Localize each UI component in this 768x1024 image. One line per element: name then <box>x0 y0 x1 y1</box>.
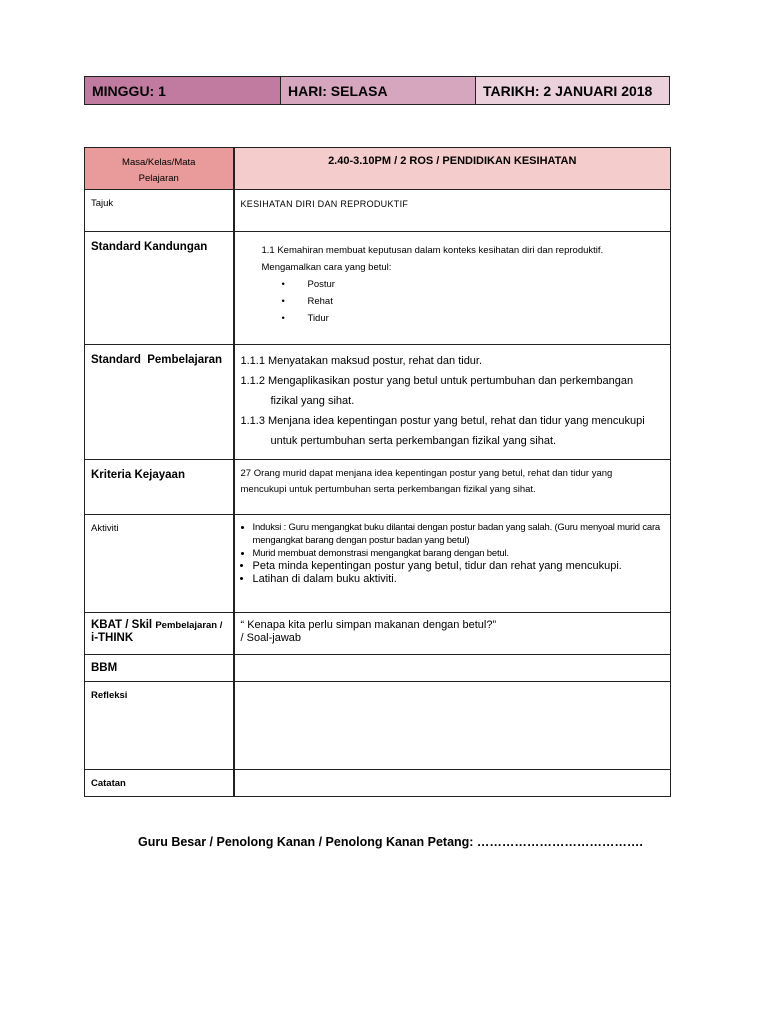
list-item: • Peta minda kepentingan postur yang betul, tidur dan rehat yang mencukupi. <box>253 560 671 573</box>
header-bar <box>84 76 670 105</box>
kriteria-label: Kriteria Kejayaan <box>91 469 185 481</box>
sk-bullet-list <box>262 276 671 327</box>
sp-item: 1.1.2 Mengaplikasikan postur yang betul untuk pertumbuhan dan perkembangan <box>240 375 634 387</box>
bbm-value <box>234 655 671 682</box>
row-masa <box>85 148 671 190</box>
row-standard-kandungan <box>85 232 671 345</box>
masa-label: Masa/Kelas/Mata Pelajaran <box>85 148 234 190</box>
minggu-cell: MINGGU: 1 <box>85 77 281 104</box>
list-item: • Induksi : Guru mengangkat buku dilantai dengan postur badan yang salah. (Guru menyoal murid cara mengangkat barang dengan postur badan yang betul) <box>253 521 671 547</box>
masa-value: 2.40-3.10PM / 2 ROS / PENDIDIKAN KESIHATAN <box>234 148 671 190</box>
row-standard-pembelajaran <box>85 345 671 460</box>
row-kbat <box>85 613 671 655</box>
aktiviti-label: Aktiviti <box>91 523 119 534</box>
catatan-value <box>234 770 671 797</box>
catatan-label: Catatan <box>91 778 126 789</box>
kbat-value: “ Kenapa kita perlu simpan makanan dengan betul?” / Soal-jawab <box>240 619 497 644</box>
hari-cell: HARI: SELASA <box>281 77 476 104</box>
list-item: • Rehat <box>281 296 333 307</box>
refleksi-label: Refleksi <box>91 690 128 701</box>
aktiviti-list <box>241 521 671 586</box>
list-item: • Latihan di dalam buku aktiviti. <box>253 573 671 586</box>
aktiviti-value <box>235 515 671 586</box>
sp-item: untuk pertumbuhan serta perkembangan fizikal yang sihat. <box>270 435 557 447</box>
row-catatan <box>85 770 671 797</box>
row-aktiviti <box>85 515 671 613</box>
tajuk-value: KESIHATAN DIRI DAN REPRODUKTIF <box>240 199 409 209</box>
signature-line: Guru Besar / Penolong Kanan / Penolong Kanan Petang: …………………………………. <box>138 835 643 849</box>
standard-kandungan-value <box>235 232 671 327</box>
standard-kandungan-label: Standard Kandungan <box>91 241 208 253</box>
sk-line2: Mengamalkan cara yang betul: <box>261 262 392 273</box>
kbat-label: KBAT / Skil Pembelajaran / i-THINK <box>91 619 223 644</box>
standard-pembelajaran-label: Standard Pembelajaran <box>91 354 223 366</box>
lesson-plan-table <box>84 147 671 797</box>
sp-item: 1.1.3 Menjana idea kepentingan postur yang betul, rehat dan tidur yang mencukupi <box>240 415 645 427</box>
tarikh-cell: TARIKH: 2 JANUARI 2018 <box>476 77 669 104</box>
sk-line1: 1.1 Kemahiran membuat keputusan dalam konteks kesihatan diri dan reproduktif. <box>261 245 604 256</box>
tajuk-label: Tajuk <box>91 198 114 209</box>
sp-item: fizikal yang sihat. <box>270 395 355 407</box>
row-bbm <box>85 655 671 682</box>
bbm-label: BBM <box>91 662 118 674</box>
refleksi-value <box>234 682 671 770</box>
standard-pembelajaran-value <box>235 345 671 451</box>
row-tajuk <box>85 190 671 232</box>
list-item: • Murid membuat demonstrasi mengangkat barang dengan betul. <box>253 547 671 560</box>
list-item: • Postur <box>281 279 335 290</box>
list-item: • Tidur <box>281 313 329 324</box>
row-kriteria <box>85 460 671 515</box>
kriteria-value: 27 Orang murid dapat menjana idea kepentingan postur yang betul, rehat dan tidur yang mencukupi untuk pertumbuhan serta perkembangan fizikal yang sihat. <box>240 468 613 495</box>
sp-item: 1.1.1 Menyatakan maksud postur, rehat dan tidur. <box>240 355 483 367</box>
row-refleksi <box>85 682 671 770</box>
